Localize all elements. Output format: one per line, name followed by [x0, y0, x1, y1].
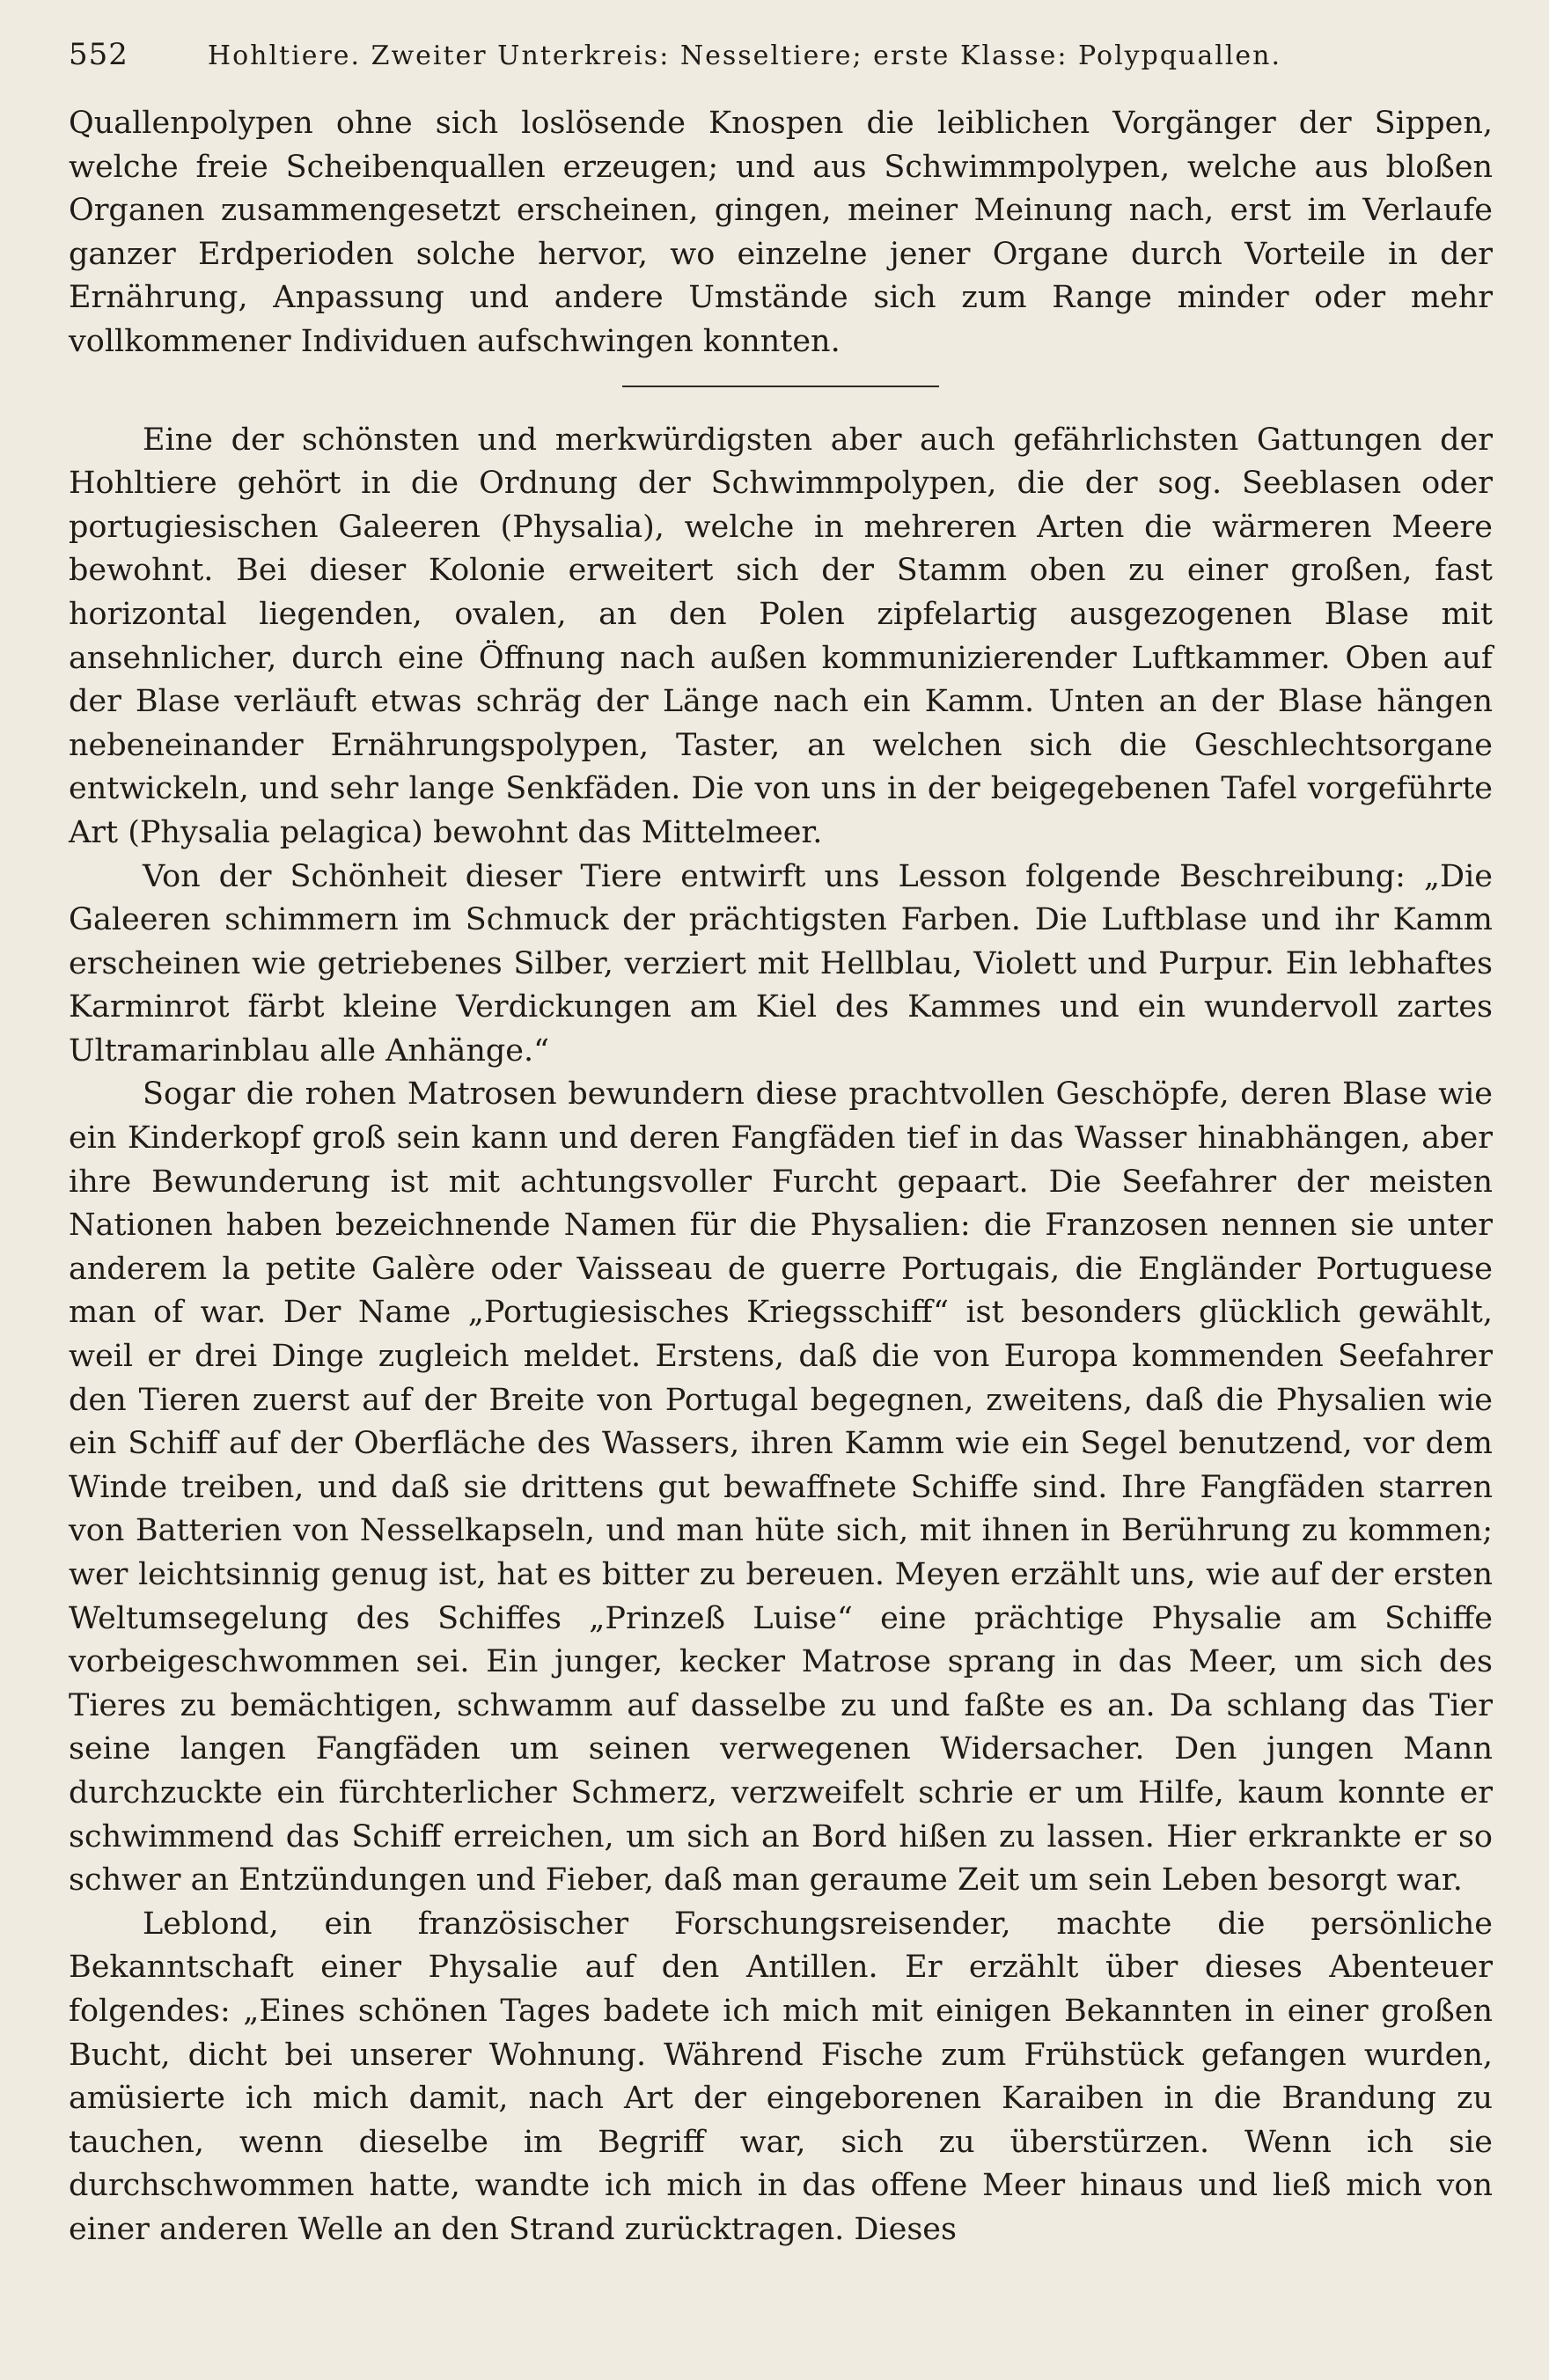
paragraph-2: Eine der schönsten und merkwürdigsten aber auch gefährlichsten Gattungen der Hohltiere gehört in die Ordnung der Schwimmpolypen, die der sog. Seeblasen oder portugiesischen Galeeren (Physalia), welche in mehreren Arten die wärmeren Meere bewohnt. Bei dieser Kolonie erweitert sich der Stamm oben zu einer großen, fast horizontal liegenden, ovalen, an den Polen zipfelartig ausgezogenen Blase mit ansehnlicher, durch eine Öffnung nach außen kommunizierender Luftkammer. Oben auf der Blase verläuft etwas schräg der Länge nach ein Kamm. Unten an der Blase hängen nebeneinander Ernährungspolypen, Taster, an welchen sich die Geschlechtsorgane entwickeln, und sehr lange Senkfäden. Die von uns in der beigegebenen Tafel vorgeführte Art (Physalia pelagica) bewohnt das Mittelmeer.: [69, 422, 1493, 850]
page-number: 552: [69, 37, 128, 72]
section-divider: [622, 386, 939, 387]
body-text: [69, 102, 1493, 2252]
paragraph-1: Quallenpolypen ohne sich loslösende Knospen die leiblichen Vorgänger der Sippen, welche freie Scheibenquallen erzeugen; und aus Schwimmpolypen, welche aus bloßen Organen zusammengesetzt erscheinen, gingen, meiner Meinung nach, erst im Verlaufe ganzer Erdperioden solche hervor, wo einzelne jener Organe durch Vorteile in der Ernährung, Anpassung und andere Umstände sich zum Range minder oder mehr vollkommener Individuen aufschwingen konnten.: [69, 106, 1493, 359]
running-head: Hohltiere. Zweiter Unterkreis: Nesseltiere; erste Klasse: Polypquallen.: [207, 40, 1282, 71]
paragraph-3: Von der Schönheit dieser Tiere entwirft uns Lesson folgende Beschreibung: „Die Galeeren schimmern im Schmuck der prächtigsten Farben. Die Luftblase und ihr Kamm erscheinen wie getriebenes Silber, verziert mit Hellblau, Violett und Purpur. Ein lebhaftes Karminrot färbt kleine Verdickungen am Kiel des Kammes und ein wundervoll zartes Ultramarinblau alle Anhänge.“: [69, 858, 1493, 1069]
paragraph-5: Leblond, ein französischer Forschungsreisender, machte die persönliche Bekanntschaft einer Physalie auf den Antillen. Er erzählt über dieses Abenteuer folgendes: „Eines schönen Tages badete ich mich mit einigen Bekannten in einer großen Bucht, dicht bei unserer Wohnung. Während Fische zum Frühstück gefangen wurden, amüsierte ich mich damit, nach Art der eingeborenen Karaiben in die Brandung zu tauchen, wenn dieselbe im Begriff war, sich zu überstürzen. Wenn ich sie durchschwommen hatte, wandte ich mich in das offene Meer hinaus und ließ mich von einer anderen Welle an den Strand zurücktragen. Dieses: [69, 1906, 1493, 2247]
page-header: [69, 37, 1493, 77]
paragraph-4: Sogar die rohen Matrosen bewundern diese prachtvollen Geschöpfe, deren Blase wie ein Kinderkopf groß sein kann und deren Fangfäden tief in das Wasser hinabhängen, aber ihre Bewunderung ist mit achtungsvoller Furcht gepaart. Die Seefahrer der meisten Nationen haben bezeichnende Namen für die Physalien: die Franzosen nennen sie unter anderem la petite Galère oder Vaisseau de guerre Portugais, die Engländer Portuguese man of war. Der Name „Portugiesisches Kriegsschiff“ ist besonders glücklich gewählt, weil er drei Dinge zugleich meldet. Erstens, daß die von Europa kommenden Seefahrer den Tieren zuerst auf der Breite von Portugal begegnen, zweitens, daß die Physalien wie ein Schiff auf der Oberfläche des Wassers, ihren Kamm wie ein Segel benutzend, vor dem Winde treiben, und daß sie drittens gut bewaffnete Schiffe sind. Ihre Fangfäden starren von Batterien von Nesselkapseln, und man hüte sich, mit ihnen in Berührung zu kommen; wer leichtsinnig genug ist, hat es bitter zu bereuen. Meyen erzählt uns, wie auf der ersten Weltumsegelung des Schiffes „Prinzeß Luise“ eine prächtige Physalie am Schiffe vorbeigeschwommen sei. Ein junger, kecker Matrose sprang in das Meer, um sich des Tieres zu bemächtigen, schwamm auf dasselbe zu und faßte es an. Da schlang das Tier seine langen Fangfäden um seinen verwegenen Widersacher. Den jungen Mann durchzuckte ein fürchterlicher Schmerz, verzweifelt schrie er um Hilfe, kaum konnte er schwimmend das Schiff erreichen, um sich an Bord hißen zu lassen. Hier erkrankte er so schwer an Entzündungen und Fieber, daß man geraume Zeit um sein Leben besorgt war.: [69, 1076, 1493, 1899]
